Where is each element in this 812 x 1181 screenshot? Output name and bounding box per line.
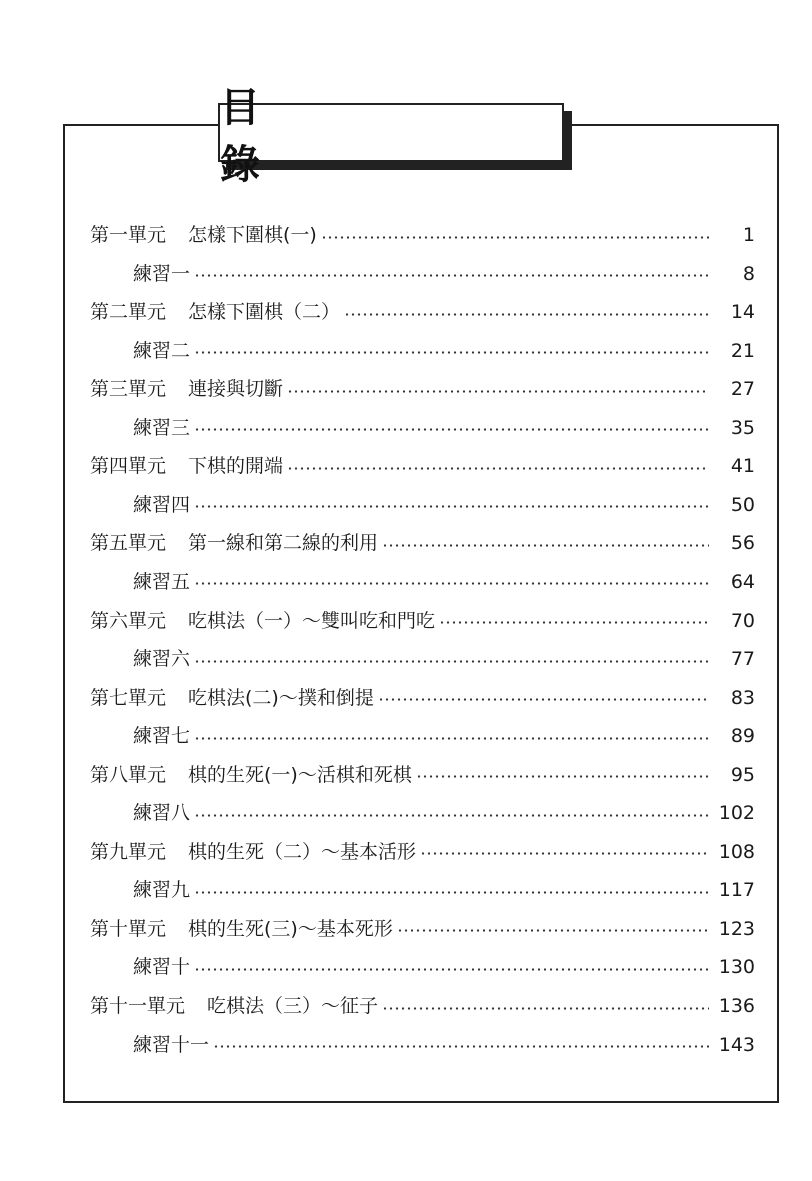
unit-topic: 吃棋法（三）～征子 xyxy=(207,995,379,1017)
toc-unit-row xyxy=(90,297,755,327)
toc-exercise-row xyxy=(133,336,755,366)
dot-leader xyxy=(194,582,709,585)
toc-unit-row xyxy=(90,914,755,944)
page-number: 102 xyxy=(718,802,755,825)
dot-leader xyxy=(194,737,709,740)
page-number: 70 xyxy=(730,609,755,632)
unit-topic: 吃棋法（一）～雙叫吃和門吃 xyxy=(188,609,436,632)
dot-leader xyxy=(287,390,709,393)
unit-label xyxy=(90,220,317,250)
unit-topic: 怎樣下圍棋(一) xyxy=(188,224,317,246)
unit-label xyxy=(90,374,283,404)
page-number: 117 xyxy=(718,879,755,902)
unit-number: 第五單元 xyxy=(90,532,167,555)
unit-label xyxy=(90,606,435,636)
toc-exercise-row xyxy=(133,875,755,905)
exercise-label: 練習六 xyxy=(133,648,191,671)
toc-exercise-row xyxy=(133,721,755,751)
dot-leader xyxy=(420,852,709,855)
exercise-label: 練習一 xyxy=(133,262,191,285)
dot-leader xyxy=(416,775,709,778)
dot-leader xyxy=(194,351,709,354)
toc-exercise-row xyxy=(133,798,755,828)
dot-leader xyxy=(382,544,709,547)
toc-unit-row xyxy=(90,837,755,867)
dot-leader xyxy=(194,660,709,663)
toc-exercise-row xyxy=(133,490,755,520)
page-number: 77 xyxy=(730,648,755,671)
page-number: 64 xyxy=(730,570,755,593)
toc-exercise-row xyxy=(133,567,755,597)
unit-label xyxy=(90,683,374,713)
page-number: 1 xyxy=(742,224,755,246)
toc-exercise-row xyxy=(133,413,755,443)
unit-number: 第三單元 xyxy=(90,378,167,401)
unit-label xyxy=(90,991,378,1021)
unit-number: 第六單元 xyxy=(90,609,167,632)
unit-topic: 連接與切斷 xyxy=(188,378,284,401)
toc-unit-row xyxy=(90,991,755,1021)
toc-unit-row xyxy=(90,683,755,713)
exercise-label: 練習三 xyxy=(133,416,191,439)
dot-leader xyxy=(439,621,709,624)
page-number: 50 xyxy=(730,493,755,516)
page-number: 56 xyxy=(730,532,755,555)
exercise-label: 練習七 xyxy=(133,725,191,748)
page-number: 83 xyxy=(730,686,755,709)
exercise-label: 練習九 xyxy=(133,879,191,902)
exercise-label: 練習五 xyxy=(133,570,191,593)
dot-leader xyxy=(287,467,709,470)
unit-number: 第四單元 xyxy=(90,455,167,478)
unit-topic: 怎樣下圍棋（二） xyxy=(188,301,341,324)
unit-label xyxy=(90,451,283,481)
exercise-label: 練習四 xyxy=(133,493,191,516)
unit-number: 第八單元 xyxy=(90,763,167,786)
dot-leader xyxy=(194,428,709,431)
toc-exercise-row xyxy=(133,259,755,289)
unit-topic: 棋的生死(三)～基本死形 xyxy=(188,917,393,940)
dot-leader xyxy=(194,505,709,508)
page-number: 130 xyxy=(718,956,755,979)
page-number: 21 xyxy=(730,339,755,362)
toc-exercise-row xyxy=(133,952,755,982)
page-number: 27 xyxy=(730,378,755,401)
page-number: 35 xyxy=(730,416,755,439)
unit-number: 第十一單元 xyxy=(90,995,186,1017)
page-number: 8 xyxy=(742,262,755,285)
dot-leader xyxy=(194,814,709,817)
dot-leader xyxy=(321,236,709,239)
dot-leader xyxy=(194,891,709,894)
unit-number: 第一單元 xyxy=(90,224,167,246)
unit-topic: 下棋的開端 xyxy=(188,455,284,478)
unit-label xyxy=(90,760,412,790)
page-number: 136 xyxy=(718,995,755,1017)
exercise-label: 練習二 xyxy=(133,339,191,362)
page-number: 41 xyxy=(730,455,755,478)
exercise-label: 練習十一 xyxy=(133,1033,210,1056)
unit-number: 第七單元 xyxy=(90,686,167,709)
page-number: 89 xyxy=(730,725,755,748)
toc-unit-row xyxy=(90,760,755,790)
unit-number: 第十單元 xyxy=(90,917,167,940)
unit-label xyxy=(90,914,393,944)
unit-topic: 棋的生死（二）～基本活形 xyxy=(188,840,417,863)
unit-number: 第二單元 xyxy=(90,301,167,324)
toc-unit-row xyxy=(90,528,755,558)
unit-label xyxy=(90,297,340,327)
toc-unit-row xyxy=(90,606,755,636)
dot-leader xyxy=(382,1007,709,1010)
page-number: 14 xyxy=(730,301,755,324)
unit-number: 第九單元 xyxy=(90,840,167,863)
exercise-label: 練習八 xyxy=(133,802,191,825)
unit-label xyxy=(90,528,378,558)
page-number: 95 xyxy=(730,763,755,786)
page-number: 143 xyxy=(718,1033,755,1056)
toc-unit-row xyxy=(90,451,755,481)
dot-leader xyxy=(194,968,709,971)
unit-topic: 第一線和第二線的利用 xyxy=(188,532,379,555)
unit-topic: 棋的生死(一)～活棋和死棋 xyxy=(188,763,412,786)
page-number: 108 xyxy=(718,840,755,863)
dot-leader xyxy=(213,1045,709,1048)
toc-exercise-row xyxy=(133,1030,755,1060)
unit-topic: 吃棋法(二)～撲和倒提 xyxy=(188,686,374,709)
page-number: 123 xyxy=(718,917,755,940)
toc-exercise-row xyxy=(133,644,755,674)
dot-leader xyxy=(378,698,709,701)
dot-leader xyxy=(344,313,709,316)
page-title: 目 錄 xyxy=(220,83,574,188)
dot-leader xyxy=(194,274,709,277)
toc-unit-row xyxy=(90,220,755,250)
exercise-label: 練習十 xyxy=(133,956,191,979)
unit-label xyxy=(90,837,416,867)
toc-unit-row xyxy=(90,374,755,404)
dot-leader xyxy=(397,929,709,932)
